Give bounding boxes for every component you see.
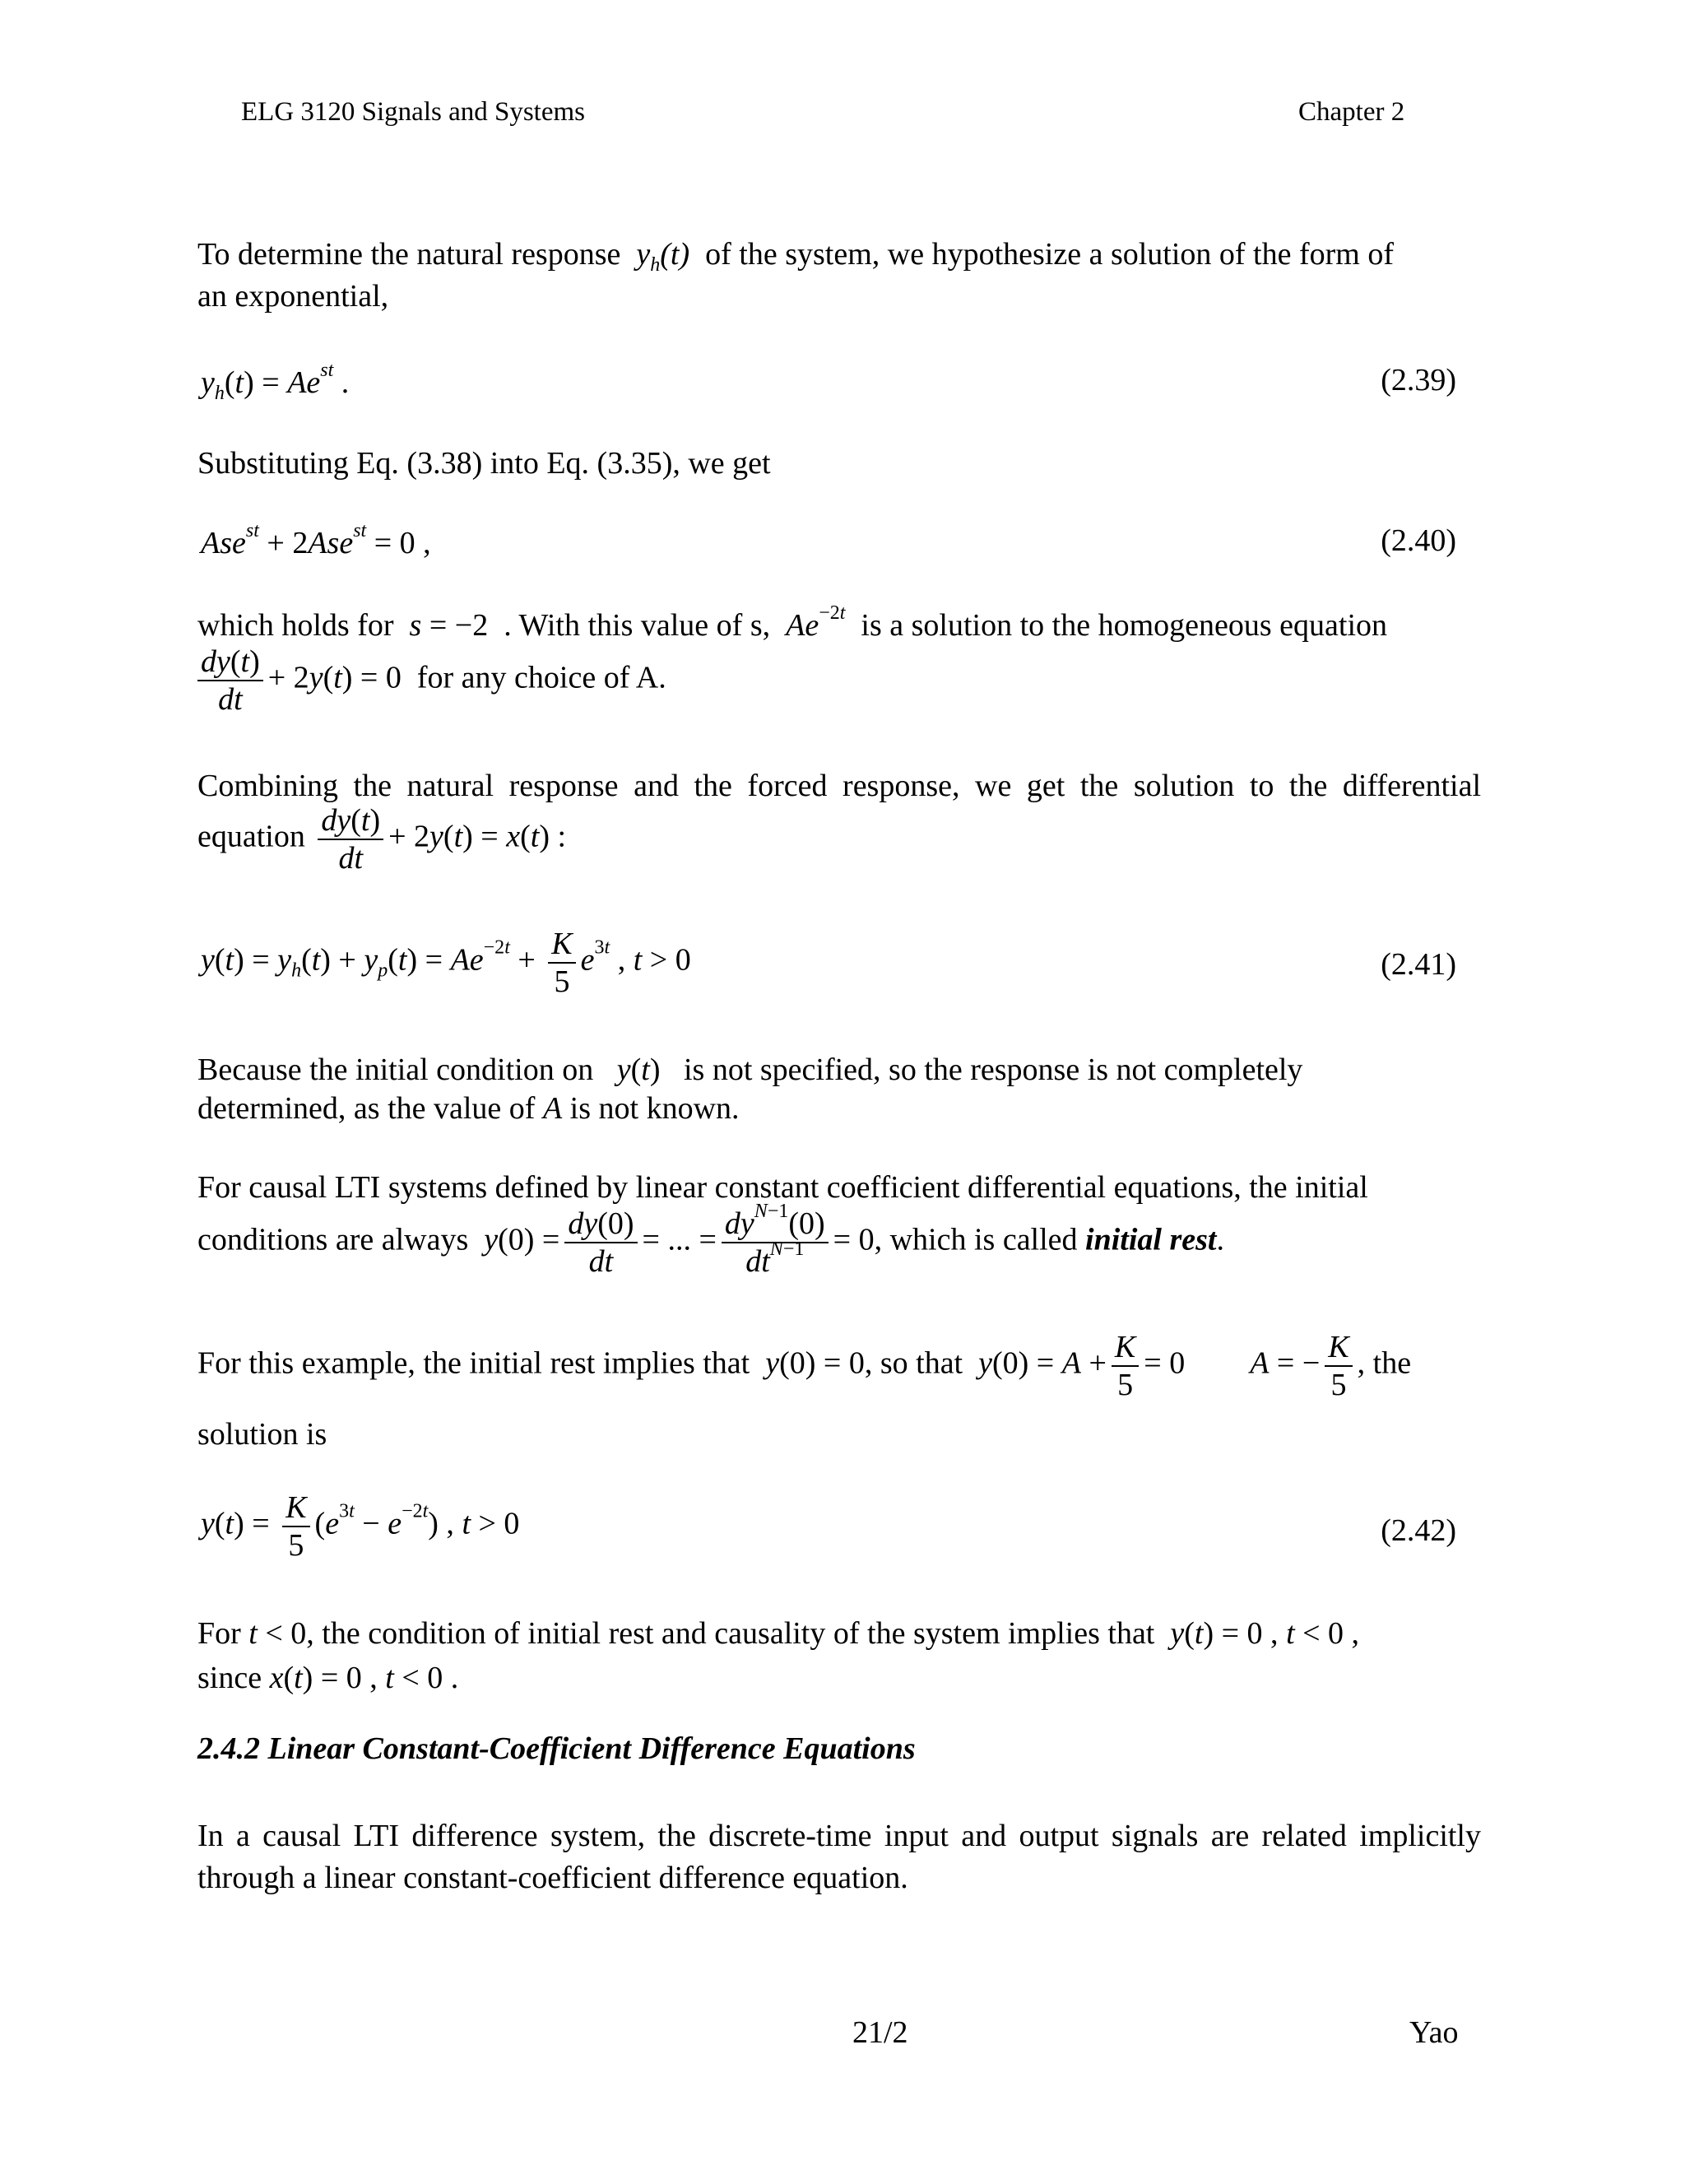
header-chapter: Chapter 2 [1298,97,1405,127]
equation-2-40: Ase$^{st}$ + 2Ase$^{st}$ = 0 , [201,520,431,560]
equation-number-2-39: (2.39) [1381,363,1456,397]
equation-2-41: $y(t) = y_h(t) + y_p(t) = Ae^{-2t}$ + $\frac{K}{5}$ $e^{3t}$ , t > 0 [201,927,691,999]
paragraph-natural-response: To determine the natural response $y_h(t)$ of the system, we hypothesize a solution of the form of [197,237,1394,276]
paragraph-t-less-zero: For t < 0, the condition of initial rest and causality of the system implies that y(t) = 0 , t < 0 , [197,1616,1360,1651]
paragraph-because: Because the initial condition on y(t) is not specified, so the response is not completely [197,1053,1303,1087]
paragraph-causal-lti: For causal LTI systems defined by linear constant coefficient differential equations, the initial [197,1170,1368,1205]
header-course: ELG 3120 Signals and Systems [241,97,585,127]
paragraph-because-cont: determined, as the value of A is not known. [197,1091,740,1126]
equation-2-42: y(t) = $\frac{K}{5}$ $(e^{3t} - e^{-2t})$ , t > 0 [201,1490,520,1563]
equation-2-39: $y_h(t) = Ae^{st}$ . [201,360,350,404]
equation-number-2-41: (2.41) [1381,947,1456,982]
paragraph-equation-diffeq: equation $\frac{dy(t)}{dt}$ + 2y(t) = x(t) : [197,803,567,876]
equation-number-2-42: (2.42) [1381,1513,1456,1548]
paragraph-combining: Combining the natural response and the forced response, we get the solution to the differential [197,769,1481,803]
paragraph-this-example: For this example, the initial rest implies that y(0) = 0, so that y(0) = A + $\frac{K}{5}$ = 0 A = − $\frac{K}{5}$ , the [197,1330,1412,1402]
paragraph-since: since x(t) = 0 , t < 0 . [197,1661,459,1695]
footer-author: Yao [1409,2015,1459,2050]
section-heading: 2.4.2 Linear Constant-Coefficient Difference Equations [197,1731,916,1766]
paragraph-holds-for: which holds for s = −2 . With this value of s, $Ae^{-2t}$ is a solution to the homogeneous equation [197,602,1388,643]
paragraph-homogeneous-eq: $\frac{dy(t)}{dt}$ + 2y(t) = 0 for any choice of A. [197,644,666,718]
paragraph-difference-system: In a causal LTI difference system, the discrete-time input and output signals are related implicitly through a linear constant-coefficient difference equation. [197,1819,1481,1895]
footer-page-number: 21/2 [852,2015,908,2050]
paragraph-initial-rest: conditions are always y(0) = $\frac{dy(0)}{dt}$ = ... = $\frac{dy^{N-1}(0)}{dt^{N-1}}$ = 0, which is called initial rest. [197,1201,1224,1279]
equation-number-2-40: (2.40) [1381,523,1456,558]
paragraph-natural-response-cont: an exponential, [197,279,389,314]
paragraph-substituting: Substituting Eq. (3.38) into Eq. (3.35), we get [197,446,771,481]
paragraph-solution-is: solution is [197,1417,327,1452]
